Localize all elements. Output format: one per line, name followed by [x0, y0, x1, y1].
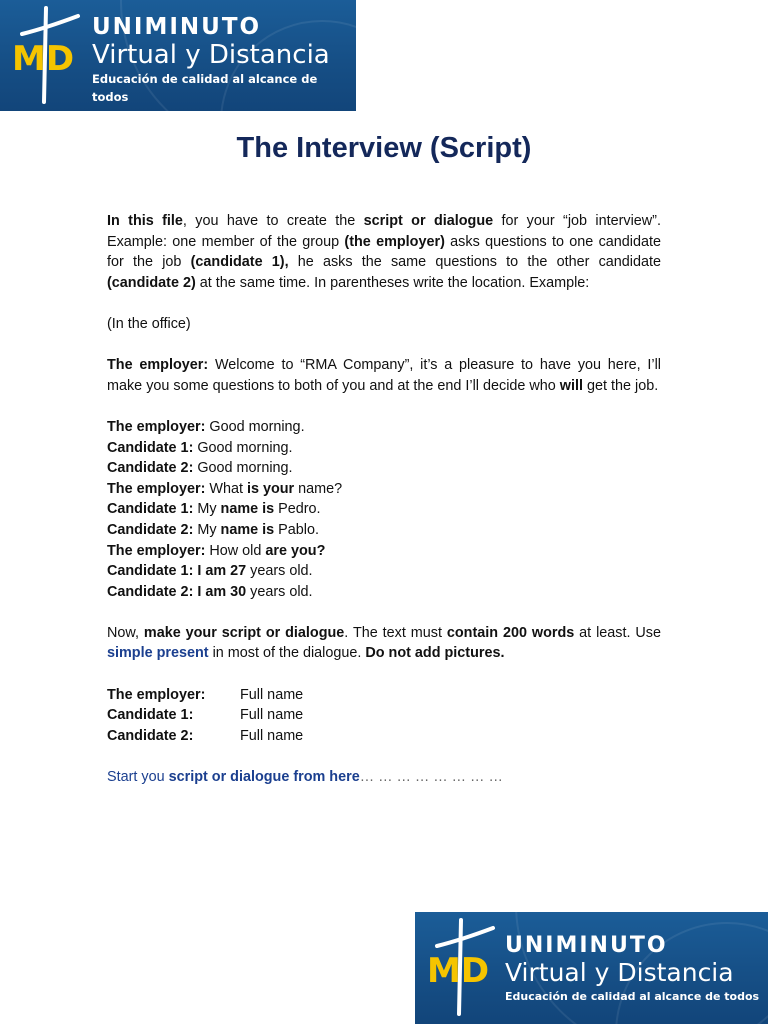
dialogue-text: Pedro.: [274, 501, 321, 518]
dialogue-line: [107, 520, 661, 541]
name-value: Full name: [240, 727, 304, 744]
dialogue-line: [107, 499, 661, 520]
dialogue-bold: name is: [220, 521, 275, 538]
instructions-bold: contain 200 words: [446, 624, 575, 641]
intro-paragraph: [107, 211, 661, 293]
dialogue-text: What: [205, 480, 247, 497]
dialogue-text: My: [193, 521, 221, 538]
dialogue-text: Pablo.: [274, 521, 319, 538]
intro-bold: script or dialogue: [363, 213, 494, 229]
speaker-label: The employer:: [107, 357, 209, 374]
speaker-label: The employer:: [107, 418, 206, 435]
name-label: The employer:: [107, 686, 206, 703]
brand-tagline: Educación de calidad al alcance de todos: [505, 990, 760, 1003]
page-title: The Interview (Script): [236, 132, 532, 164]
dialogue-line: [107, 479, 661, 500]
dialogue-line: [107, 582, 661, 603]
start-dots: … … … … … … … …: [359, 769, 503, 786]
instructions-text: in most of the dialogue.: [208, 645, 366, 662]
brand-text: [505, 934, 759, 1006]
dialogue-text: Good morning.: [205, 418, 305, 435]
dialogue-text: How old: [205, 542, 266, 559]
instructions-text: . The text must: [344, 624, 447, 641]
start-text: Start you: [107, 769, 169, 786]
dialogue-line: [107, 417, 661, 438]
speaker-label: Candidate 1:: [107, 501, 194, 518]
welcome-text: Welcome to “RMA Company”, it’s a pleasure to have you here, I’ll make you some questions to both of you and at the end I’ll decide who: [107, 357, 661, 394]
speaker-label: The employer:: [107, 542, 206, 559]
dialogue-bold: are you?: [265, 542, 326, 559]
dialogue-text: Good morning.: [193, 460, 293, 477]
brand-name: UNIMINUTO: [505, 933, 668, 958]
name-value: Full name: [240, 707, 304, 724]
name-label: Candidate 1:: [107, 707, 194, 724]
welcome-paragraph: [107, 355, 661, 396]
document-body: [107, 211, 661, 788]
name-row: [107, 726, 661, 747]
name-value: Full name: [240, 686, 304, 703]
speaker-label: Candidate 2: I am 30: [107, 583, 247, 600]
intro-bold: (the employer): [344, 233, 445, 250]
start-line: [107, 767, 661, 788]
welcome-text: get the job.: [583, 377, 659, 394]
brand-subtitle: Virtual y Distancia: [92, 40, 330, 70]
intro-text: he asks the same questions to the other candidate: [288, 254, 661, 271]
intro-text: for your “job interview”. Example: one member of the group: [107, 213, 661, 250]
intro-text: asks questions to one candidate for the job: [107, 233, 662, 271]
dialogue-text: name?: [294, 480, 343, 497]
location-line: (In the office): [107, 315, 191, 332]
intro-bold: (candidate 1),: [190, 254, 289, 271]
name-label: Candidate 2:: [107, 727, 194, 744]
dialogue-text: My: [193, 501, 221, 518]
speaker-label: Candidate 1: I am 27: [107, 563, 247, 580]
instructions-text: Now,: [107, 624, 144, 641]
instructions-text: at least. Use: [574, 624, 661, 641]
dialogue-line: [107, 541, 661, 562]
brand-name: UNIMINUTO: [92, 14, 262, 40]
names-list: [107, 685, 661, 747]
welcome-bold: will: [559, 377, 583, 394]
dialogue-line: [107, 561, 661, 582]
dialogue-text: years old.: [246, 583, 313, 600]
name-row: [107, 705, 661, 726]
md-logo: [6, 6, 86, 111]
intro-bold: In this file: [107, 213, 183, 229]
start-bold: script or dialogue from here: [168, 769, 360, 786]
md-logo: [421, 918, 501, 1023]
dialogue-line: [107, 438, 661, 459]
dialogue-example: [107, 417, 661, 602]
dialogue-bold: is your: [246, 480, 295, 497]
brand-subtitle: Virtual y Distancia: [505, 958, 734, 987]
logo-letters: MD: [427, 951, 490, 991]
name-row: [107, 685, 661, 706]
speaker-label: The employer:: [107, 480, 206, 497]
dialogue-bold: name is: [220, 501, 275, 518]
speaker-label: Candidate 1:: [107, 439, 194, 456]
dialogue-text: Good morning.: [193, 439, 293, 456]
intro-text: at the same time. In parentheses write the location. Example:: [195, 274, 590, 291]
speaker-label: Candidate 2:: [107, 521, 194, 538]
logo-letters: MD: [12, 39, 75, 79]
footer-banner: [415, 912, 768, 1024]
dialogue-text: years old.: [246, 563, 313, 580]
speaker-label: Candidate 2:: [107, 460, 194, 477]
instructions-bold: Do not add pictures.: [365, 645, 505, 662]
intro-text: , you have to create the: [182, 213, 364, 229]
instructions-bold: make your script or dialogue: [143, 624, 345, 641]
dialogue-line: [107, 458, 661, 479]
brand-text: [92, 14, 356, 106]
intro-bold: (candidate 2): [107, 274, 196, 291]
instructions-highlight: simple present: [107, 645, 209, 662]
instructions-paragraph: [107, 623, 661, 664]
header-banner: [0, 0, 356, 111]
brand-tagline: Educación de calidad al alcance de todos: [92, 72, 318, 104]
